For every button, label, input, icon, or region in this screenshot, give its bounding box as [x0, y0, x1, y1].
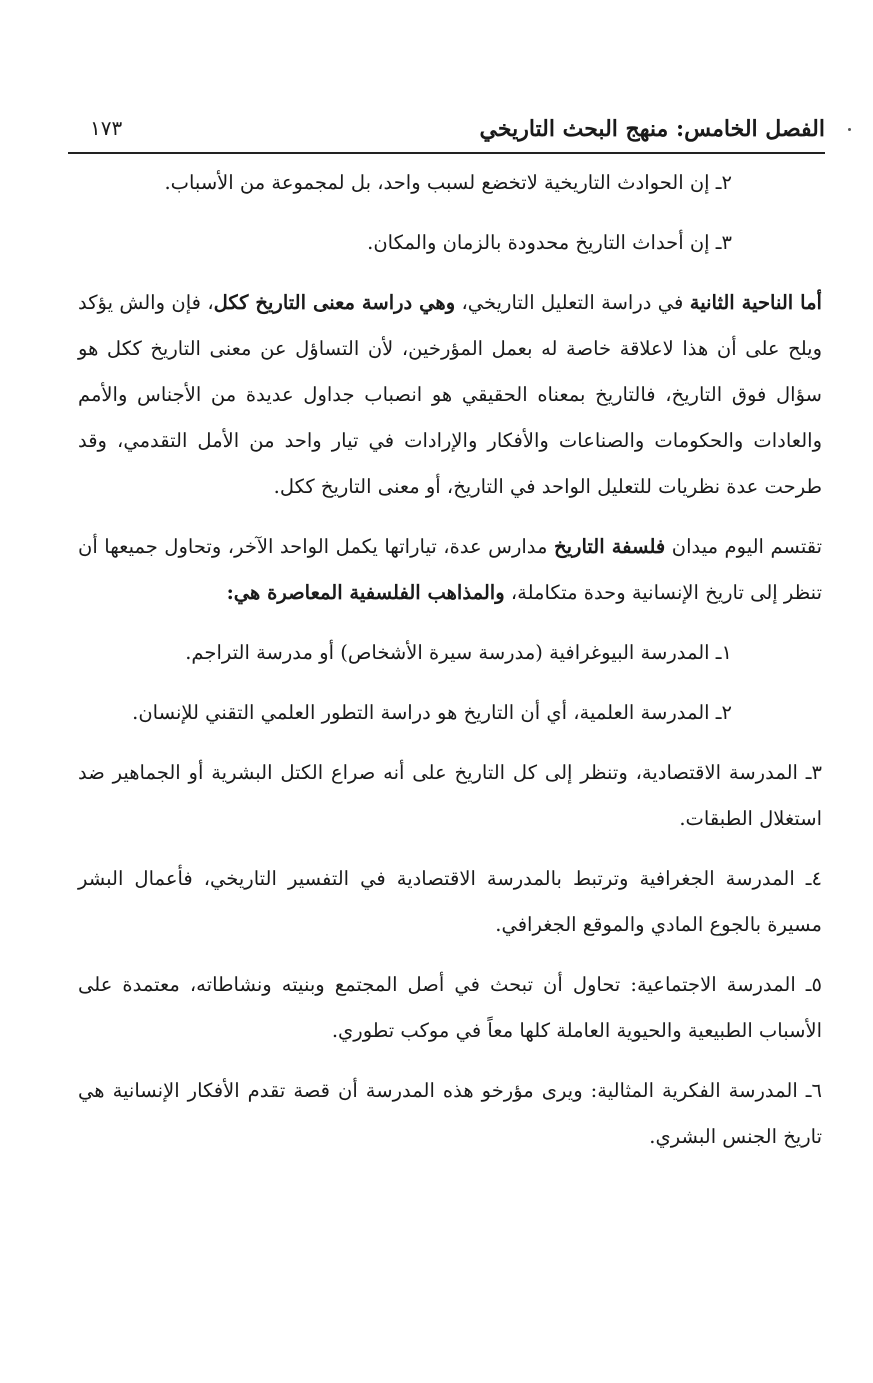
school-item: ٣ـ المدرسة الاقتصادية، وتنظر إلى كل التاريخ على أنه صراع الكتل البشرية أو الجماهير ضد استغلال الطبقات.: [78, 761, 822, 830]
page-body: [78, 160, 822, 1174]
school-item: ٤ـ المدرسة الجغرافية وترتبط بالمدرسة الاقتصادية في التفسير التاريخي، فأعمال البشر مسيرة بالجوع المادي والموقع الجغرافي.: [78, 867, 822, 936]
running-title: الفصل الخامس: منهج البحث التاريخي: [479, 116, 825, 142]
list-item: ٣ـ إن أحداث التاريخ محدودة بالزمان والمكان.: [367, 231, 732, 254]
bold-phrase: وهي دراسة معنى التاريخ ككل: [213, 291, 456, 314]
bold-phrase: أما الناحية الثانية: [689, 291, 822, 314]
bold-phrase: والمذاهب الفلسفية المعاصرة هي:: [226, 581, 505, 604]
paragraph-text: تقتسم اليوم ميدان: [665, 535, 823, 558]
school-item: ٢ـ المدرسة العلمية، أي أن التاريخ هو دراسة التطور العلمي التقني للإنسان.: [132, 701, 732, 724]
margin-dot: [848, 128, 851, 131]
header-rule: [68, 152, 825, 154]
school-item: ١ـ المدرسة البيوغرافية (مدرسة سيرة الأشخاص) أو مدرسة التراجم.: [185, 641, 732, 664]
page-header: [68, 112, 825, 152]
bold-phrase: فلسفة التاريخ: [554, 535, 666, 558]
paragraph-text: مدارس عدة، تياراتها يكمل الواحد الآخر، وتحاول جميعها أن تنظر إلى تاريخ الإنسانية وحدة متكاملة،: [78, 535, 822, 604]
school-item: ٥ـ المدرسة الاجتماعية: تحاول أن تبحث في أصل المجتمع وبنيته ونشاطاته، معتمدة على الأسباب الطبيعية والحيوية العاملة كلها معاً في موكب تطوري.: [78, 973, 822, 1042]
list-item: ٢ـ إن الحوادث التاريخية لاتخضع لسبب واحد، بل لمجموعة من الأسباب.: [164, 171, 732, 194]
paragraph-meaning-of-history: [78, 280, 822, 510]
paragraph-text: ، فإن والش يؤكد ويلح على أن هذا لاعلاقة خاصة له بعمل المؤرخين، لأن التساؤل عن معنى التاريخ ككل هو سؤال فوق التاريخ، فالتاريخ بمعناه الحقيقي هو انصباب جداول عديدة من الأجناس والأمم والعادات والحكومات والصناعات والأفكار والإرادات في تيار واحد من الأمل التقدمي، وقد طرحت عدة نظريات للتعليل الواحد في التاريخ، أو معنى التاريخ ككل.: [78, 291, 822, 498]
paragraph-text: في دراسة التعليل التاريخي،: [455, 291, 690, 314]
school-item: ٦ـ المدرسة الفكرية المثالية: ويرى مؤرخو هذه المدرسة أن قصة تقدم الأفكار الإنسانية هي تاريخ الجنس البشري.: [78, 1079, 822, 1148]
paragraph-philosophy-schools: [78, 524, 822, 616]
page-number: ١٧٣: [90, 116, 123, 140]
